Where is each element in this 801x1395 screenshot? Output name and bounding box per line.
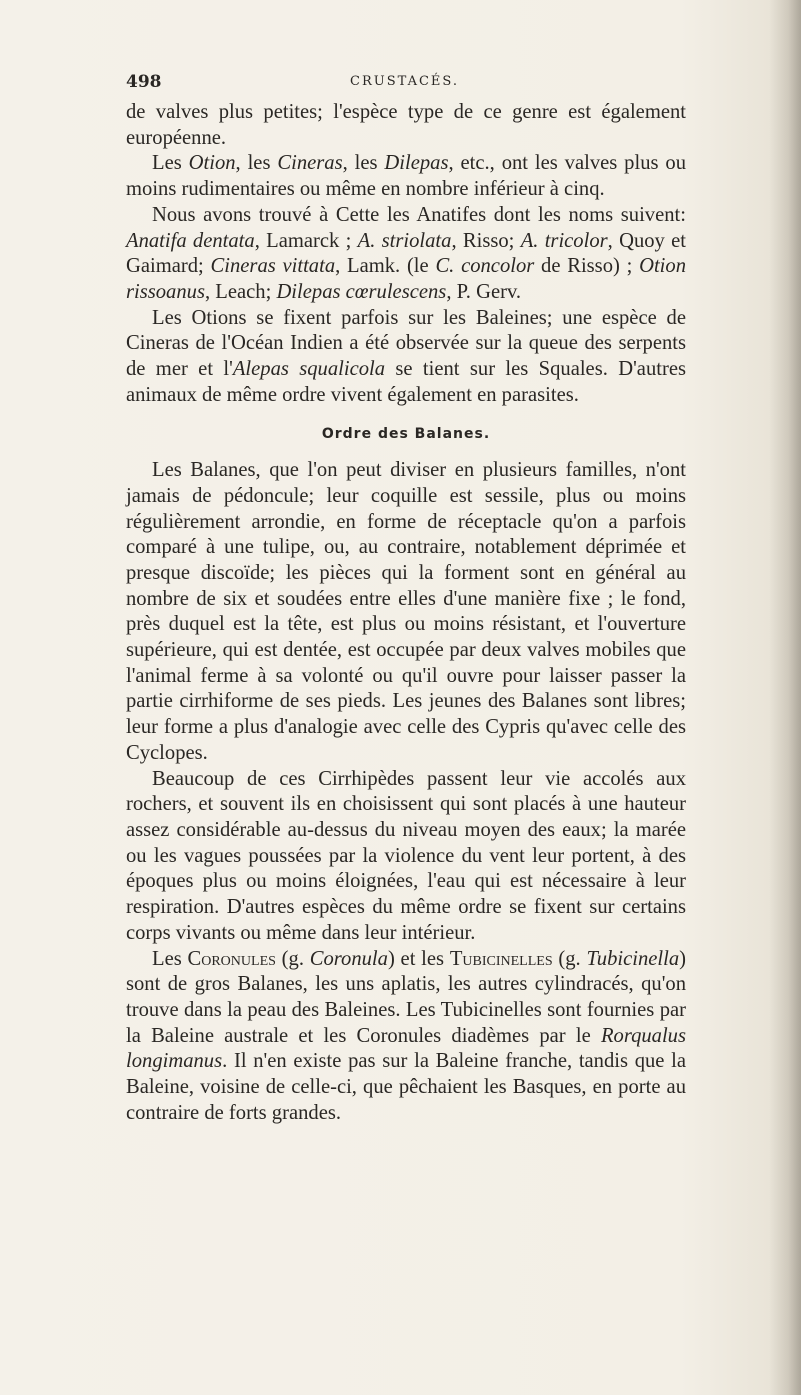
page-edge-shadow: [769, 0, 801, 1395]
paragraph-parasites: Les Otions se fixent parfois sur les Baleines; une espèce de Cineras de l'Océan Indien a été observée sur la queue des serpents de mer et l'Alepas squalicola se tient sur les Squales. D'autres animaux de même ordre vivent également en parasites.: [126, 306, 686, 406]
paragraph-balanes: Les Balanes, que l'on peut diviser en plusieurs familles, n'ont jamais de pédoncule; leur coquille est sessile, plus ou moins régulièrement arrondie, en forme de réceptacle qu'on a parfois comparé à une tulipe, ou, au contraire, notablement déprimée et presque discoïde; les pièces qui la forment sont en général au nombre de six et soudées entre elles d'une manière fixe ; le fond, près duquel est la tête, est plus ou moins résistant, et l'ouverture supérieure, qui est dentée, est occupée par deux valves mobiles que l'animal ferme à sa volonté ou qu'il ouvre pour laisser passer la partie cirrhiforme de ses pieds. Les jeunes des Balanes sont libres; leur forme a plus d'analogie avec celle des Cypris qu'avec celle des Cyclopes.: [126, 459, 686, 764]
page-number: 498: [126, 72, 162, 92]
running-title: CRUSTACÉS.: [350, 74, 459, 89]
paragraph-habitat: Beaucoup de ces Cirrhipèdes passent leur vie accolés aux rochers, et souvent ils en choisissent qui sont placés à une hauteur assez considérable au-dessus du niveau moyen des eaux; la marée ou les vagues poussées par la violence du vent leur portent, à des époques plus ou moins éloignées, l'eau qui est nécessaire à leur respiration. D'autres espèces du même ordre se fixent sur certains corps vivants ou même dans leur intérieur.: [126, 767, 686, 944]
page-header: [126, 72, 683, 96]
page-body: [126, 100, 686, 1126]
paragraph-species-list: Nous avons trouvé à Cette les Anatifes dont les noms suivent: Anatifa dentata, Lamarck ; A. striolata, Risso; A. tricolor, Quoy et Gaimard; Cineras vittata, Lamk. (le C. concolor de Risso) ; Otion rissoanus, Leach; Dilepas cœrulescens, P. Gerv.: [126, 203, 686, 303]
paragraph-continued: de valves plus petites; l'espèce type de ce genre est également européenne.: [126, 101, 686, 149]
section-heading: Ordre des Balanes.: [321, 426, 491, 443]
paragraph-genera: Les Otion, les Cineras, les Dilepas, etc., ont les valves plus ou moins rudimentaires ou même en nombre inférieur à cinq.: [126, 152, 686, 201]
paragraph-coronules: Les Coronules (g. Coronula) et les Tubicinelles (g. Tubicinella) sont de gros Balanes, les uns aplatis, les autres cylindracés, qu'on trouve dans la peau des Baleines. Les Tubicinelles sont fournies par la Baleine australe et les Coronules diadèmes par le Rorqualus longimanus. Il n'en existe pas sur la Baleine franche, tandis que la Baleine, voisine de celle-ci, que pêchaient les Basques, en porte au contraire de forts grandes.: [126, 947, 686, 1124]
